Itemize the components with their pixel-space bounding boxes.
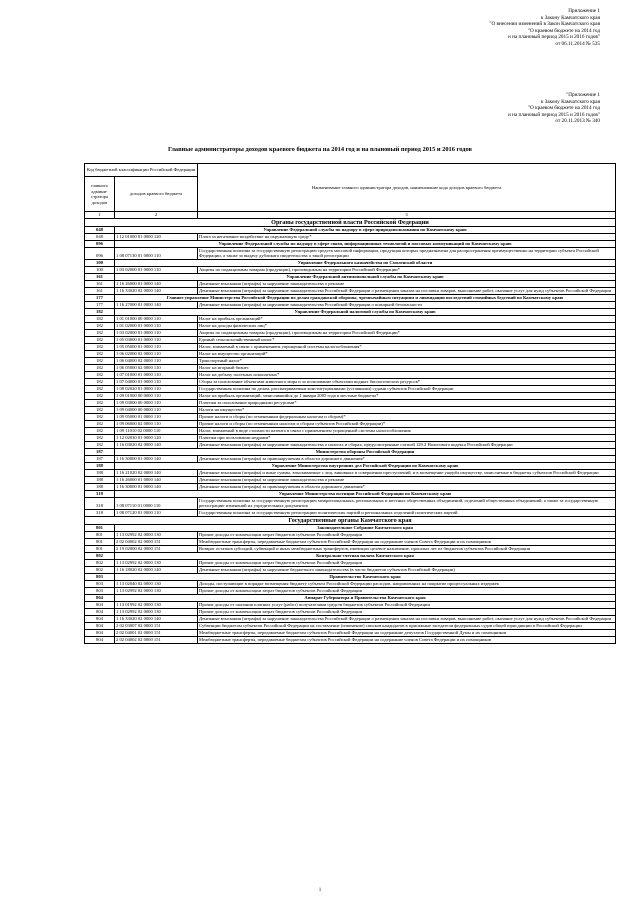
table-row [85, 601, 616, 608]
table-row [85, 455, 616, 462]
revenue-code: 1 06 04000 02 0000 110 [115, 357, 198, 364]
admin-code: 804 [85, 615, 115, 622]
revenue-code: 1 08 07110 01 0000 110 [115, 497, 198, 509]
revenue-code: 1 05 03000 01 0000 110 [115, 336, 198, 343]
admin-name: Управление Федеральной налоговой службы по Камчатскому краю [115, 308, 616, 315]
revenue-code: 1 12 01000 01 0000 120 [115, 233, 198, 240]
amendment-header [489, 8, 600, 48]
admin-code: 096 [85, 240, 115, 247]
table-row [85, 615, 616, 622]
table-row [85, 587, 616, 594]
admin-code: 187 [85, 455, 115, 462]
revenue-code: 1 07 04000 01 0000 110 [115, 378, 198, 385]
annex-line: к Закону Камчатского края [540, 98, 600, 105]
section-title: Органы государственной власти Российской Федерации [85, 218, 616, 226]
revenue-name: Налоги на имущество* [198, 406, 616, 413]
col-name-header: Наименование главного администратора доходов, наименование кода доходов краевого бюджета [198, 164, 616, 212]
table-row [85, 266, 616, 273]
revenue-code: 1 12 02030 01 0000 120 [115, 434, 198, 441]
admin-code: 803 [85, 580, 115, 587]
revenue-name: Денежные взыскания (штрафы) за правонарушения в области дорожного движения* [198, 455, 616, 462]
revenue-name: Прочие налоги и сборы (по отмененным налогам и сборам субъектов Российской Федерации)* [198, 420, 616, 427]
admin-code: 182 [85, 427, 115, 434]
table-row [85, 545, 616, 552]
admin-code: 161 [85, 287, 115, 294]
revenue-code: 1 09 06000 02 0000 110 [115, 420, 198, 427]
revenue-name: Прочие доходы от оказания платных услуг (работ) получателями средств бюджетов субъектов Российской Федерации [198, 601, 616, 608]
table-row [85, 385, 616, 392]
revenue-code: 1 09 03000 00 0000 110 [115, 399, 198, 406]
admin-code: 100 [85, 259, 115, 266]
admin-code: 804 [85, 629, 115, 636]
revenue-name: Денежные взыскания (штрафы) и иные суммы, взыскиваемые с лиц, виновных в совершении преступлений, и в возмещение ущерба имуществу, зачисляемые в бюджеты субъектов Российской Федерации [198, 469, 616, 476]
admin-name: Управление Федеральной службы по надзору в сфере связи, информационных технологий и массовых коммуникаций по Камчатскому краю [115, 240, 616, 247]
table-row [85, 441, 616, 448]
admin-code: 048 [85, 233, 115, 240]
table-row [85, 322, 616, 329]
revenue-name: Налог на прибыль организаций, зачислявшийся до 1 января 2005 года в местные бюджеты* [198, 392, 616, 399]
revenue-code: 1 13 02992 02 0000 130 [115, 587, 198, 594]
admin-name: Законодательное Собрание Камчатского края [115, 524, 616, 531]
table-row [85, 280, 616, 287]
admin-code: 096 [85, 247, 115, 259]
revenue-name: Акцизы по подакцизным товарам (продукции), производимым на территории Российской Федерации* [198, 329, 616, 336]
table-row [85, 413, 616, 420]
table-row [85, 343, 616, 350]
table-row [85, 469, 616, 476]
revenue-code: 1 13 02992 02 0000 130 [115, 531, 198, 538]
annex-header [508, 92, 600, 125]
header-line: к Закону Камчатского края [540, 14, 600, 21]
table-row [85, 336, 616, 343]
admin-code: 802 [85, 552, 115, 559]
revenue-code: 2 02 04001 02 0000 151 [115, 629, 198, 636]
revenue-code: 2 02 04002 02 0000 151 [115, 636, 198, 643]
revenue-code: 1 06 05000 02 0000 110 [115, 364, 198, 371]
revenue-name: Единый сельскохозяйственный налог* [198, 336, 616, 343]
administrator-row [85, 226, 616, 233]
administrator-row [85, 240, 616, 247]
admin-code: 182 [85, 378, 115, 385]
admin-code: 182 [85, 350, 115, 357]
admin-code: 182 [85, 406, 115, 413]
admin-code: 182 [85, 308, 115, 315]
revenue-name: Налог на добычу полезных ископаемых* [198, 371, 616, 378]
table-row [85, 476, 616, 483]
revenue-name: Субвенции бюджетам субъектов Российской Федерации на составление (изменение) списков кандидатов в присяжные заседатели федеральных судов общей юрисдикции в Российской Федерации [198, 622, 616, 629]
revenue-name: Межбюджетные трансферты, передаваемые бюджетам субъектов Российской Федерации на содержание членов Совета Федерации и их помощников [198, 538, 616, 545]
admin-code: 801 [85, 538, 115, 545]
administrator-row [85, 294, 616, 301]
revenue-code: 2 19 02000 02 0000 151 [115, 545, 198, 552]
revenue-name: Государственная пошлина за государственную регистрацию межрегиональных, региональных и местных общественных объединений, отделений общественных объединений, а также за государственную регистрацию изменений их учредительных документов [198, 497, 616, 509]
admin-name: Министерство обороны Российской Федерации [115, 448, 616, 455]
revenue-code: 1 09 04000 00 0000 110 [115, 406, 198, 413]
table-row [85, 315, 616, 322]
revenue-name: Доходы, поступающие в порядке возмещения бюджету субъекта Российской Федерации расходов, направленных на покрытие процессуальных издержек [198, 580, 616, 587]
revenue-code: 1 03 02000 01 0000 110 [115, 266, 198, 273]
table-row [85, 406, 616, 413]
revenue-code: 1 16 03020 02 0000 140 [115, 441, 198, 448]
table-row [85, 608, 616, 615]
revenue-name: Прочие доходы от компенсации затрат бюджетов субъектов Российской Федерации [198, 608, 616, 615]
admin-code: 188 [85, 483, 115, 490]
table-row [85, 371, 616, 378]
revenue-code: 1 03 02000 01 0000 110 [115, 329, 198, 336]
admin-code: 801 [85, 531, 115, 538]
admin-code: 182 [85, 371, 115, 378]
admin-name: Правительство Камчатского края [115, 573, 616, 580]
admin-code: 182 [85, 420, 115, 427]
col-num-3: 3 [198, 212, 616, 219]
header-line: "О краевом бюджете на 2014 год [527, 27, 600, 34]
admin-name: Управление Министерства внутренних дел Российской Федерации по Камчатскому краю [115, 462, 616, 469]
revenue-name: Налог на имущество организаций* [198, 350, 616, 357]
admin-code: 803 [85, 587, 115, 594]
administrator-row [85, 573, 616, 580]
revenue-name: Платежи при пользовании недрами* [198, 434, 616, 441]
revenue-code: 1 13 01992 02 0000 130 [115, 601, 198, 608]
revenue-name: Налог, взимаемый в виде стоимости патента в связи с применением упрощенной системы налогообложения [198, 427, 616, 434]
admin-code: 182 [85, 392, 115, 399]
table-row [85, 497, 616, 509]
table-row [85, 329, 616, 336]
revenue-name: Налог на игорный бизнес [198, 364, 616, 371]
col-num-1: 1 [85, 212, 115, 219]
revenue-name: Налог, взимаемый в связи с применением упрощенной системы налогообложения* [198, 343, 616, 350]
revenue-code: 1 16 30000 01 0000 140 [115, 455, 198, 462]
administrator-row [85, 490, 616, 497]
revenue-name: Государственная пошлина за государственную регистрацию политических партий и региональных отделений политических партий [198, 509, 616, 516]
administrator-row [85, 462, 616, 469]
document-title: Главные администраторы доходов краевого бюджета на 2014 год и на плановый период 2015 и 2016 годов [167, 146, 473, 153]
revenue-name: Прочие доходы от компенсации затрат бюджетов субъектов Российской Федерации [198, 587, 616, 594]
admin-name: Управление Федеральной антимонопольной службы по Камчатскому краю [115, 273, 616, 280]
table-row [85, 434, 616, 441]
table-row [85, 580, 616, 587]
admin-code: 177 [85, 294, 115, 301]
table-row [85, 483, 616, 490]
col-num-2: 2 [115, 212, 198, 219]
revenue-code: 1 08 07130 01 0000 110 [115, 247, 198, 259]
col-admin-header: главного админи-стратора доходов [85, 177, 115, 212]
revenue-name: Сборы за пользование объектами животного мира и за пользование объектами водных биологических ресурсов* [198, 378, 616, 385]
table-row [85, 509, 616, 516]
revenue-code: 1 09 11010 02 0000 110 [115, 427, 198, 434]
revenue-name: Прочие доходы от компенсации затрат бюджетов субъектов Российской Федерации [198, 559, 616, 566]
revenue-code: 1 06 02000 02 0000 110 [115, 350, 198, 357]
header-line: от 06.11.2014 № 535 [555, 40, 600, 47]
admin-code: 187 [85, 448, 115, 455]
revenue-name: Государственная пошлина за государственную регистрацию средств массовой информации, продукция которых предназначена для распространения преимущественно на территории субъекта Российской Федерации, а также за выдачу дубликата свидетельства о такой регистрации [198, 247, 616, 259]
table-row [85, 531, 616, 538]
revenue-code: 1 01 02000 01 0000 110 [115, 322, 198, 329]
admin-code: 318 [85, 497, 115, 509]
admin-code: 161 [85, 280, 115, 287]
administrator-row [85, 594, 616, 601]
table-row [85, 364, 616, 371]
admin-code: 801 [85, 545, 115, 552]
admin-code: 804 [85, 601, 115, 608]
admin-name: Главное управление Министерства Российской Федерации по делам гражданской обороны, чрезвычайным ситуациям и ликвидации последствий стихийных бедствий по Камчатскому краю [115, 294, 616, 301]
revenue-name: Денежные взыскания (штрафы) за нарушение законодательства о налогах и сборах, предусмотренные статьей 129.2 Налогового кодекса Российской Федерации [198, 441, 616, 448]
admin-code: 804 [85, 608, 115, 615]
revenue-name: Прочие доходы от компенсации затрат бюджетов субъектов Российской Федерации [198, 531, 616, 538]
table-row [85, 287, 616, 294]
table-row [85, 357, 616, 364]
revenue-name: Государственная пошлина по делам, рассматриваемым конституционными (уставными) судами субъектов Российской Федерации [198, 385, 616, 392]
admin-code: 802 [85, 566, 115, 573]
section-row [85, 218, 616, 226]
admin-code: 182 [85, 441, 115, 448]
revenue-name: Налог на прибыль организаций* [198, 315, 616, 322]
admin-code: 803 [85, 573, 115, 580]
admin-code: 182 [85, 315, 115, 322]
admin-code: 804 [85, 636, 115, 643]
administrator-row [85, 552, 616, 559]
admin-code: 048 [85, 226, 115, 233]
revenue-code: 1 16 33020 02 0000 140 [115, 615, 198, 622]
revenue-name: Прочие налоги и сборы (по отмененным федеральным налогам и сборам)* [198, 413, 616, 420]
page-number: 1 [318, 888, 322, 893]
col-code-header: доходов краевого бюджета [115, 177, 198, 212]
revenue-code: 1 16 26000 01 0000 140 [115, 280, 198, 287]
col-group-header: Код бюджетной классификации Российской Федерации [85, 164, 198, 177]
administrator-row [85, 448, 616, 455]
header-line: и на плановый период 2015 и 2016 годов" [508, 34, 600, 41]
revenue-code: 2 02 03007 02 0000 151 [115, 622, 198, 629]
admin-code: 318 [85, 509, 115, 516]
revenue-code: 1 16 18020 02 0000 140 [115, 566, 198, 573]
revenue-name: Денежные взыскания (штрафы) за нарушение бюджетного законодательства (в части бюджетов субъектов Российской Федерации) [198, 566, 616, 573]
header-line: Приложение 1 [568, 8, 600, 14]
admin-code: 182 [85, 357, 115, 364]
table-row [85, 399, 616, 406]
revenue-name: Денежные взыскания (штрафы) за нарушение законодательства о рекламе [198, 476, 616, 483]
annex-line: и на плановый период 2015 и 2016 годов" [508, 111, 600, 118]
revenue-code: 1 16 21020 02 0000 140 [115, 469, 198, 476]
revenue-name: Денежные взыскания (штрафы) за нарушение законодательства Российской Федерации о пожарной безопасности [198, 301, 616, 308]
revenue-code: 1 09 05000 01 0000 110 [115, 413, 198, 420]
revenue-code: 1 09 01000 00 0000 110 [115, 392, 198, 399]
section-row [85, 516, 616, 524]
revenue-name: Плата за негативное воздействие на окружающую среду* [198, 233, 616, 240]
revenue-code: 1 08 07120 01 0000 110 [115, 509, 198, 516]
revenue-name: Платежи за пользование природными ресурсами* [198, 399, 616, 406]
admin-code: 801 [85, 524, 115, 531]
revenue-name: Денежные взыскания (штрафы) за нарушение законодательства Российской Федерации о размещении заказов на поставки товаров, выполнение работ, оказание услуг для нужд субъектов Российской Федерации [198, 615, 616, 622]
table-row [85, 566, 616, 573]
revenue-name: Межбюджетные трансферты, передаваемые бюджетам субъектов Российской Федерации на содержание членов Совета Федерации и их помощников [198, 636, 616, 643]
admin-code: 161 [85, 273, 115, 280]
revenue-name: Межбюджетные трансферты, передаваемые бюджетам субъектов Российской Федерации на содержание депутатов Государственной Думы и их помощников [198, 629, 616, 636]
annex-line: от 20.11.2013 № 340 [555, 118, 600, 125]
administrator-row [85, 259, 616, 266]
annex-line: "О краевом бюджете на 2014 год [527, 105, 600, 112]
table-row [85, 636, 616, 643]
admin-name: Аппарат Губернатора и Правительства Камчатского края [115, 594, 616, 601]
section-title: Государственные органы Камчатского края [85, 516, 616, 524]
table-row [85, 559, 616, 566]
admin-code: 182 [85, 399, 115, 406]
administrator-row [85, 273, 616, 280]
revenue-name: Денежные взыскания (штрафы) за нарушение законодательства Российской Федерации о размещении заказов на поставки товаров, выполнение работ, оказание услуг для нужд субъектов Российской Федерации [198, 287, 616, 294]
revenue-name: Транспортный налог* [198, 357, 616, 364]
revenue-code: 1 01 01000 00 0000 110 [115, 315, 198, 322]
admin-name: Управление Федерального казначейства по Смоленской области [115, 259, 616, 266]
revenue-name: Денежные взыскания (штрафы) за нарушение законодательства о рекламе [198, 280, 616, 287]
table-row [85, 392, 616, 399]
admin-code: 182 [85, 322, 115, 329]
administrator-row [85, 524, 616, 531]
table-row [85, 538, 616, 545]
revenue-code: 1 13 02992 02 0000 130 [115, 559, 198, 566]
table-row [85, 247, 616, 259]
revenue-code: 2 02 04002 02 0000 151 [115, 538, 198, 545]
revenue-code: 1 16 26000 01 0000 140 [115, 476, 198, 483]
admin-code: 804 [85, 594, 115, 601]
revenue-name: Налог на доходы физических лиц* [198, 322, 616, 329]
revenue-code: 1 05 05000 01 0000 110 [115, 343, 198, 350]
admin-code: 804 [85, 622, 115, 629]
revenue-code: 1 16 27000 01 0000 140 [115, 301, 198, 308]
admin-code: 182 [85, 434, 115, 441]
revenue-administrators-table [84, 163, 616, 644]
admin-code: 182 [85, 336, 115, 343]
admin-code: 182 [85, 329, 115, 336]
table-row [85, 629, 616, 636]
table-row [85, 622, 616, 629]
admin-code: 182 [85, 385, 115, 392]
table-row [85, 233, 616, 240]
revenue-code: 1 16 33020 02 0000 140 [115, 287, 198, 294]
admin-name: Контрольно-счетная палата Камчатского края [115, 552, 616, 559]
admin-code: 182 [85, 364, 115, 371]
annex-line: "Приложение 1 [566, 92, 600, 98]
revenue-code: 1 13 02992 02 0000 130 [115, 608, 198, 615]
admin-code: 188 [85, 476, 115, 483]
table-row [85, 427, 616, 434]
admin-code: 100 [85, 266, 115, 273]
admin-code: 182 [85, 343, 115, 350]
admin-code: 188 [85, 462, 115, 469]
revenue-name: Денежные взыскания (штрафы) за правонарушения в области дорожного движения* [198, 483, 616, 490]
admin-code: 182 [85, 413, 115, 420]
admin-code: 188 [85, 469, 115, 476]
admin-name: Управление Федеральной службы по надзору в сфере природопользования по Камчатскому краю [115, 226, 616, 233]
table-row [85, 350, 616, 357]
header-line: "О внесении изменений в Закон Камчатского края [489, 21, 600, 28]
admin-code: 318 [85, 490, 115, 497]
revenue-name: Акцизы по подакцизным товарам (продукции), производимым на территории Российской Федерации* [198, 266, 616, 273]
revenue-name: Возврат остатков субсидий, субвенций и иных межбюджетных трансфертов, имеющих целевое назначение, прошлых лет из бюджетов субъектов Российской Федерации [198, 545, 616, 552]
table-row [85, 301, 616, 308]
table-row [85, 420, 616, 427]
table-row [85, 378, 616, 385]
administrator-row [85, 308, 616, 315]
revenue-code: 1 16 30000 01 0000 140 [115, 483, 198, 490]
revenue-code: 1 13 02040 02 0000 130 [115, 580, 198, 587]
admin-code: 802 [85, 559, 115, 566]
revenue-code: 1 08 02020 01 0000 110 [115, 385, 198, 392]
admin-name: Управление Министерства юстиции Российской Федерации по Камчатскому краю [115, 490, 616, 497]
revenue-code: 1 07 01000 01 0000 110 [115, 371, 198, 378]
admin-code: 177 [85, 301, 115, 308]
